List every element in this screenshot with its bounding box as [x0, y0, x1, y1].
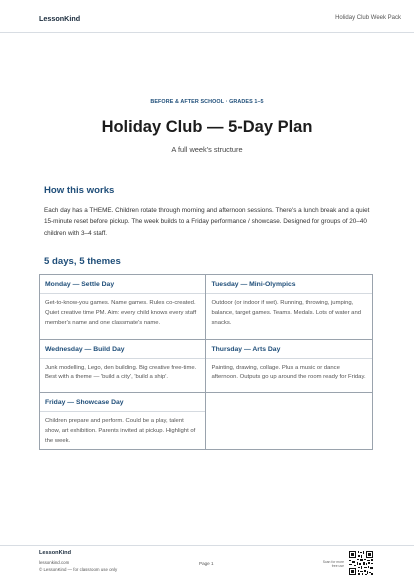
brand-logo-text: LessonKind	[39, 14, 81, 23]
day-card-wednesday	[40, 340, 206, 394]
day-card-body: Junk modelling, Lego, den building. Big creative free-time. Best with a theme — 'build a city', 'build a ship'.	[45, 364, 197, 381]
pack-name: Holiday Club Week Pack	[335, 15, 401, 21]
day-card-title: Thursday — Arts Day	[206, 346, 372, 359]
section-heading-themes: 5 days, 5 themes	[44, 256, 121, 267]
day-card-title: Friday — Showcase Day	[40, 399, 205, 412]
day-card-monday	[40, 275, 206, 340]
footer-site-link[interactable]: lessonkind.com	[39, 560, 70, 565]
page-title: Holiday Club — 5-Day Plan	[101, 118, 313, 136]
day-card-body: Painting, drawing, collage. Plus a music or dance afternoon. Outputs go up around the room ready for Friday.	[211, 364, 366, 381]
qr-code-icon	[348, 550, 374, 576]
empty-cell	[206, 393, 372, 449]
footer-copyright: © LessonKind — for classroom use only	[39, 567, 118, 572]
eyebrow-label: BEFORE & AFTER SCHOOL · GRADES 1–5	[150, 99, 264, 105]
day-card-body: Outdoor (or indoor if wet). Running, throwing, jumping, balance, target games. Teams. Medals. Lots of water and snacks.	[211, 300, 362, 326]
day-card-title: Wednesday — Build Day	[40, 346, 205, 359]
footer-divider	[0, 545, 414, 546]
top-header	[0, 0, 414, 33]
day-card-friday	[40, 393, 206, 449]
day-card-tuesday	[206, 275, 372, 340]
section-heading-how: How this works	[44, 185, 115, 196]
day-card-body: Get-to-know-you games. Name games. Rules co-created. Quiet creative time PM. Aim: every child knows every staff member's name and one classmate's name.	[45, 300, 197, 326]
day-card-body: Children prepare and perform. Could be a play, talent show, art exhibition. Parents invited at pickup. Highlight of the week.	[45, 418, 196, 444]
day-card-thursday	[206, 340, 372, 394]
page-number: Page 1	[199, 561, 214, 566]
scan-caption: Scan for more free use	[322, 560, 344, 568]
themes-grid	[39, 274, 373, 450]
page-subtitle: A full week's structure	[171, 145, 243, 154]
how-paragraph: Each day has a THEME. Children rotate through morning and afternoon sessions. There's a lunch break and a quiet 15-minute reset before pickup. The week builds to a Friday performance / showcase. Designed for groups of 20–40 children with 3–4 staff.	[44, 207, 370, 237]
day-card-title: Tuesday — Mini-Olympics	[206, 281, 372, 294]
day-card-title: Monday — Settle Day	[40, 281, 205, 294]
footer-brand: LessonKind	[39, 550, 72, 556]
